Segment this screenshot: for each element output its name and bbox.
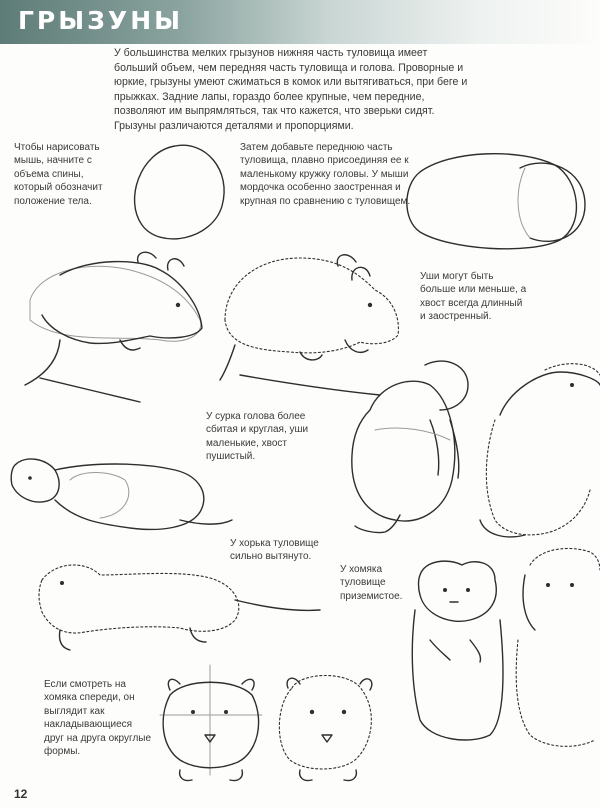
caption-ferret: У хорька туловище сильно вытянуто.: [230, 538, 319, 563]
mouse-finished-drawing: [220, 255, 398, 395]
caption-hamster-body: У хомяка туловище приземистое.: [340, 564, 403, 602]
hamster-front-sketch-drawing: [160, 665, 262, 781]
page-title: ГРЫЗУНЫ: [18, 6, 184, 35]
caption-hamster-front: Если смотреть на хомяка спереди, он выглядит как накладывающиеся друг на друга округлые формы.: [44, 679, 152, 758]
mouse-sketch-drawing: [25, 252, 202, 402]
caption-mouse-front: Затем добавьте переднюю часть туловища, плавно присоединяя ее к маленькому кружку головы. У мыши мордочка особенно заостренная и крупная по сравнению с туловищем.: [240, 142, 411, 207]
mouse-step2-sketch: [407, 154, 585, 249]
page-number: 12: [14, 787, 28, 801]
hamster-front-finished-drawing: [279, 676, 372, 781]
caption-ears-tail: Уши могут быть больше или меньше, а хвост всегда длинный и заостренный.: [420, 271, 527, 323]
ferret-sketch-drawing: [11, 459, 232, 529]
caption-mouse-start: Чтобы нарисовать мышь, начните с объема спины, который обозначит положение тела.: [14, 142, 103, 207]
caption-marmot: У сурка голова более сбитая и круглая, уши маленькие, хвост пушистый.: [206, 411, 309, 463]
mouse-step1-sketch: [135, 145, 225, 239]
hamster-sketch-drawing: [412, 561, 503, 740]
ferret-finished-drawing: [39, 565, 320, 650]
hamster-finished-drawing: [516, 548, 600, 746]
intro-paragraph: У большинства мелких грызунов нижняя часть туловища имеет больший объем, чем передняя часть туловища и голова. Проворные и юркие, грызуны умеют сжиматься в комок или вытягиваться, при беге и прыжках. Задние лапы, гораздо более крупные, чем передние, позволяют им выпрямляться, так что кажется, что зверьки сидят. Грызуны различаются деталями и пропорциями.: [114, 47, 468, 132]
marmot-finished-drawing: [480, 364, 600, 537]
marmot-sketch-drawing: [352, 361, 468, 532]
